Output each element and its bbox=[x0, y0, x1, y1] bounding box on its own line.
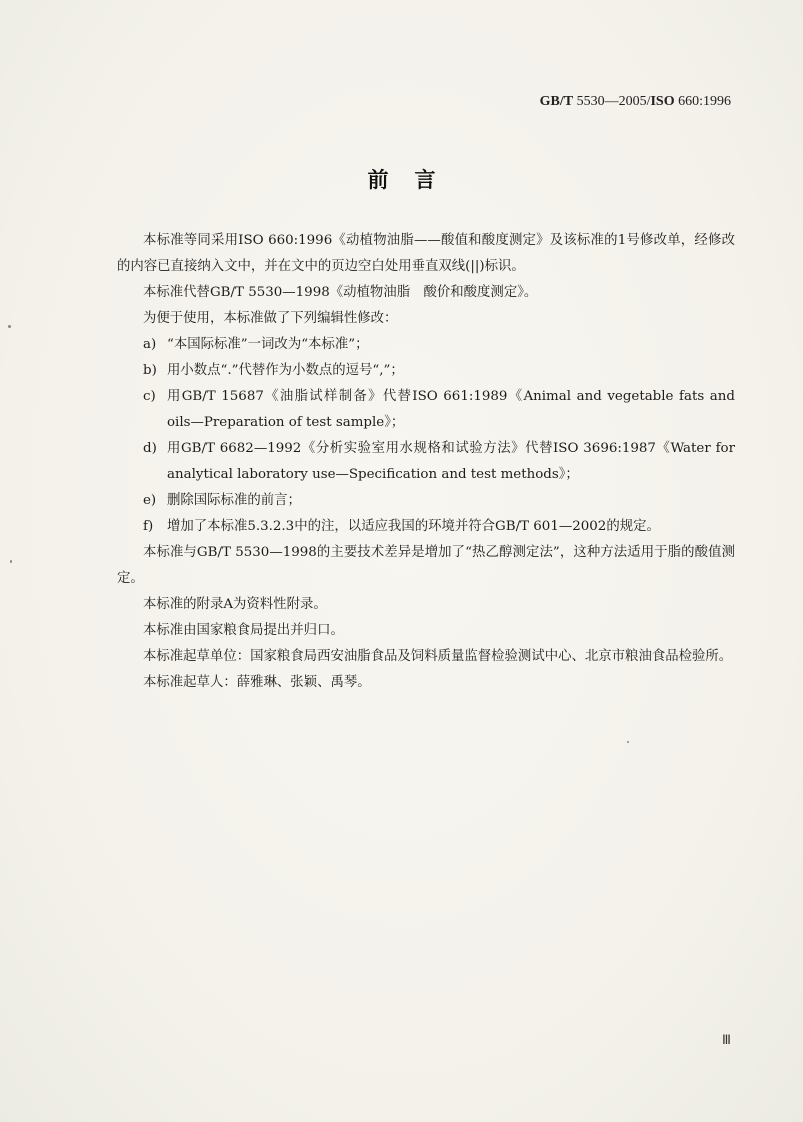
scan-speck bbox=[8, 325, 11, 328]
list-marker: e) bbox=[143, 493, 157, 508]
list-text: 增加了本标准5.3.2.3中的注，以适应我国的环境并符合GB/T 601—2002的规定。 bbox=[167, 519, 660, 534]
list-marker: c) bbox=[143, 389, 156, 404]
paragraph-technical-difference: 本标准与GB/T 5530—1998的主要技术差异是增加了“热乙醇测定法”，这种方法适用于脂的酸值测定。 bbox=[117, 545, 735, 586]
list-marker: a) bbox=[143, 337, 157, 352]
scan-speck bbox=[627, 741, 629, 743]
scan-speck bbox=[10, 560, 12, 563]
list-item bbox=[117, 384, 735, 436]
page-title: 前言 bbox=[367, 168, 462, 192]
foreword-body bbox=[117, 228, 735, 696]
list-marker: f) bbox=[143, 519, 154, 534]
paragraph-adoption: 本标准等同采用ISO 660:1996《动植物油脂——酸值和酸度测定》及该标准的1号修改单，经修改的内容已直接纳入文中，并在文中的页边空白处用垂直双线(||)标识。 bbox=[117, 233, 735, 274]
paragraph-edits-intro: 为便于使用，本标准做了下列编辑性修改： bbox=[143, 311, 398, 326]
list-item bbox=[117, 488, 735, 514]
list-marker: d) bbox=[143, 441, 157, 456]
paragraph-proposer: 本标准由国家粮食局提出并归口。 bbox=[143, 623, 344, 638]
code-iso: ISO bbox=[650, 94, 675, 109]
code-body: 5530—2005/ bbox=[576, 94, 651, 109]
list-marker: b) bbox=[143, 363, 157, 378]
list-item bbox=[117, 436, 735, 488]
code-suffix: 660:1996 bbox=[678, 94, 731, 109]
code-prefix: GB/T bbox=[539, 94, 574, 109]
paragraph-replaces: 本标准代替GB/T 5530—1998《动植物油脂 酸价和酸度测定》。 bbox=[143, 285, 538, 300]
list-text: 用GB/T 6682—1992《分析实验室用水规格和试验方法》代替ISO 3696:1987《Water for analytical laboratory use—Specification and test methods》； bbox=[167, 441, 735, 482]
list-text: 用GB/T 15687《油脂试样制备》代替ISO 661:1989《Animal and vegetable fats and oils—Preparation of test sample》； bbox=[167, 389, 735, 430]
list-text: “本国际标准”一词改为“本标准”； bbox=[167, 337, 369, 352]
page-number: Ⅲ bbox=[722, 1032, 731, 1047]
paragraph-drafters: 本标准起草人：薛雅琳、张颖、禹琴。 bbox=[143, 675, 371, 690]
list-text: 删除国际标准的前言； bbox=[167, 493, 301, 508]
list-item bbox=[117, 332, 735, 358]
list-item bbox=[117, 358, 735, 384]
list-item bbox=[117, 514, 735, 540]
list-text: 用小数点“.”代替作为小数点的逗号“,”； bbox=[167, 363, 404, 378]
paragraph-annex: 本标准的附录A为资料性附录。 bbox=[143, 597, 327, 612]
paragraph-drafting-units: 本标准起草单位：国家粮食局西安油脂食品及饲料质量监督检验测试中心、北京市粮油食品检验所。 bbox=[143, 649, 733, 664]
standard-code bbox=[540, 94, 731, 110]
